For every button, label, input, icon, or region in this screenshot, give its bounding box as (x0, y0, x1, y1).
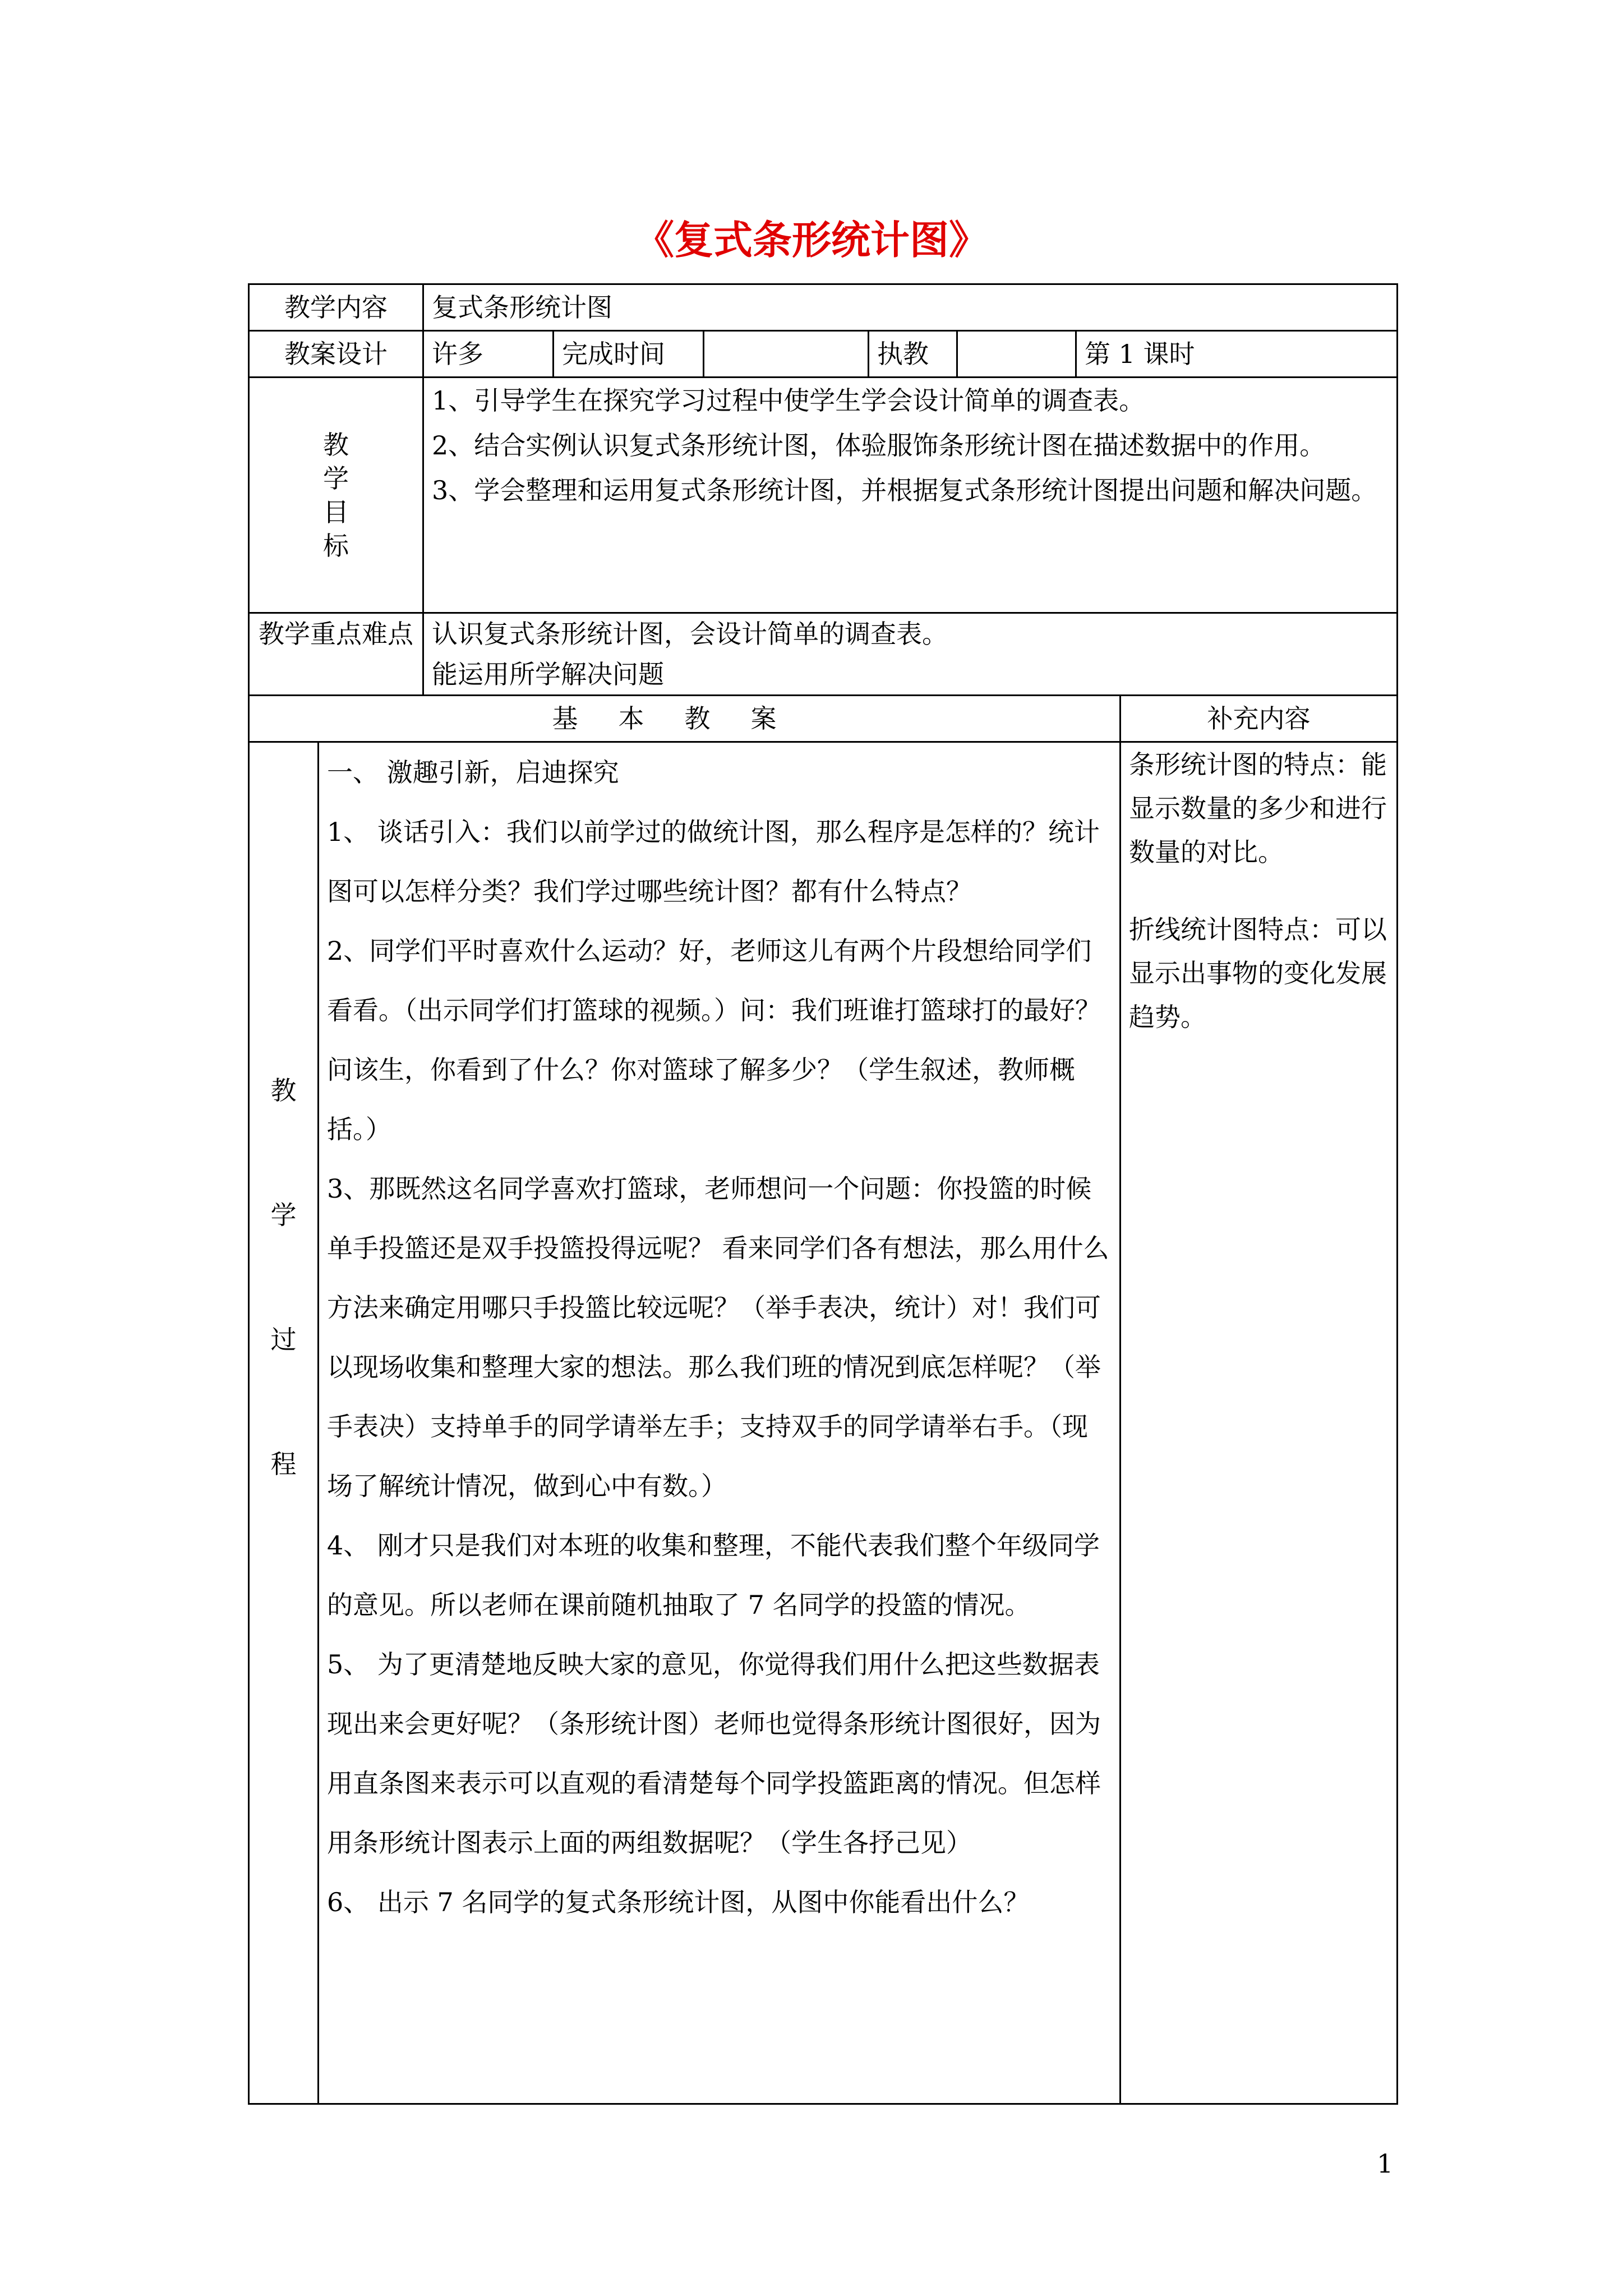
process-paragraph: 2、同学们平时喜欢什么运动？好，老师这儿有两个片段想给同学们看看。（出示同学们打篮球的视频。）问：我们班谁打篮球打的最好？问该生，你看到了什么？你对篮球了解多少？（学生叙述，教师概括。） (327, 936, 1101, 1144)
process-paragraph: 3、那既然这名同学喜欢打篮球，老师想问一个问题：你投篮的时候单手投篮还是双手投篮投得远呢？ 看来同学们各有想法，那么用什么方法来确定用哪只手投篮比较远呢？（举手表决，统计）对！我们可以现场收集和整理大家的想法。那么我们班的情况到底怎样呢？（举手表决）支持单手的同学请举左手；支持双手的同学请举右手。（现场了解统计情况，做到心中有数。） (327, 1174, 1109, 1501)
lesson-plan-table (248, 283, 1398, 2105)
note-spacer (1129, 874, 1389, 908)
line-chart-note: 折线统计图特点：可以显示出事物的变化发展趋势。 (1129, 914, 1387, 1032)
bar-chart-note: 条形统计图的特点：能显示数量的多少和进行数量的对比。 (1129, 749, 1387, 867)
process-paragraph: 1、 谈话引入：我们以前学过的做统计图，那么程序是怎样的？统计图可以怎样分类？我们学过哪些统计图？都有什么特点？ (327, 817, 1100, 907)
supplement-content (1121, 742, 1398, 2104)
process-label-text: 教学过程 (270, 1075, 297, 1479)
goals-label (249, 378, 423, 613)
goal-item: 3、学会整理和运用复式条形统计图，并根据复式条形统计图提出问题和解决问题。 (432, 475, 1377, 505)
designer-name: 许多 (423, 331, 554, 378)
design-label: 教案设计 (249, 331, 423, 378)
goals-label-text: 教学目标 (323, 429, 349, 561)
design-row (249, 331, 1398, 378)
page-number: 1 (1377, 2148, 1394, 2179)
finish-label: 完成时间 (554, 331, 704, 378)
document-title: 《复式条形统计图》 (635, 217, 988, 263)
process-paragraph: 一、 激趣引新，启迪探究 (327, 757, 619, 788)
content-row (249, 284, 1398, 331)
teacher-value (957, 331, 1076, 378)
key-points-row (249, 613, 1398, 696)
process-paragraph: 4、 刚才只是我们对本班的收集和整理，不能代表我们整个年级同学的意见。所以老师在课前随机抽取了 7 名同学的投篮的情况。 (327, 1530, 1100, 1620)
process-content (319, 742, 1121, 2104)
basic-plan-header (249, 696, 1121, 742)
goals-row (249, 378, 1398, 613)
process-paragraph: 5、 为了更清楚地反映大家的意见，你觉得我们用什么把这些数据表现出来会更好呢？（条形统计图）老师也觉得条形统计图很好，因为用直条图来表示可以直观的看清楚每个同学投篮距离的情况。但怎样用条形统计图表示上面的两组数据呢？（学生各抒己见） (327, 1649, 1101, 1858)
content-label: 教学内容 (249, 284, 423, 331)
key-point-item: 能运用所学解决问题 (432, 659, 664, 689)
finish-value (704, 331, 869, 378)
goal-item: 2、结合实例认识复式条形统计图，体验服饰条形统计图在描述数据中的作用。 (432, 430, 1326, 461)
supplement-header: 补充内容 (1121, 696, 1398, 742)
key-points-content (423, 613, 1398, 696)
process-row (249, 742, 1398, 2104)
process-paragraph: 6、 出示 7 名同学的复式条形统计图，从图中你能看出什么？ (327, 1887, 1030, 1917)
basic-plan-label: 基本教案 (552, 703, 817, 734)
goal-item: 1、引导学生在探究学习过程中使学生学会设计简单的调查表。 (432, 385, 1145, 416)
goals-content (423, 378, 1398, 613)
plan-header-row (249, 696, 1398, 742)
key-point-item: 认识复式条形统计图，会设计简单的调查表。 (432, 619, 948, 649)
key-points-label: 教学重点难点 (249, 613, 423, 696)
teacher-label: 执教 (869, 331, 957, 378)
process-label (249, 742, 319, 2104)
lesson-number: 第 1 课时 (1076, 331, 1398, 378)
content-value: 复式条形统计图 (423, 284, 1398, 331)
